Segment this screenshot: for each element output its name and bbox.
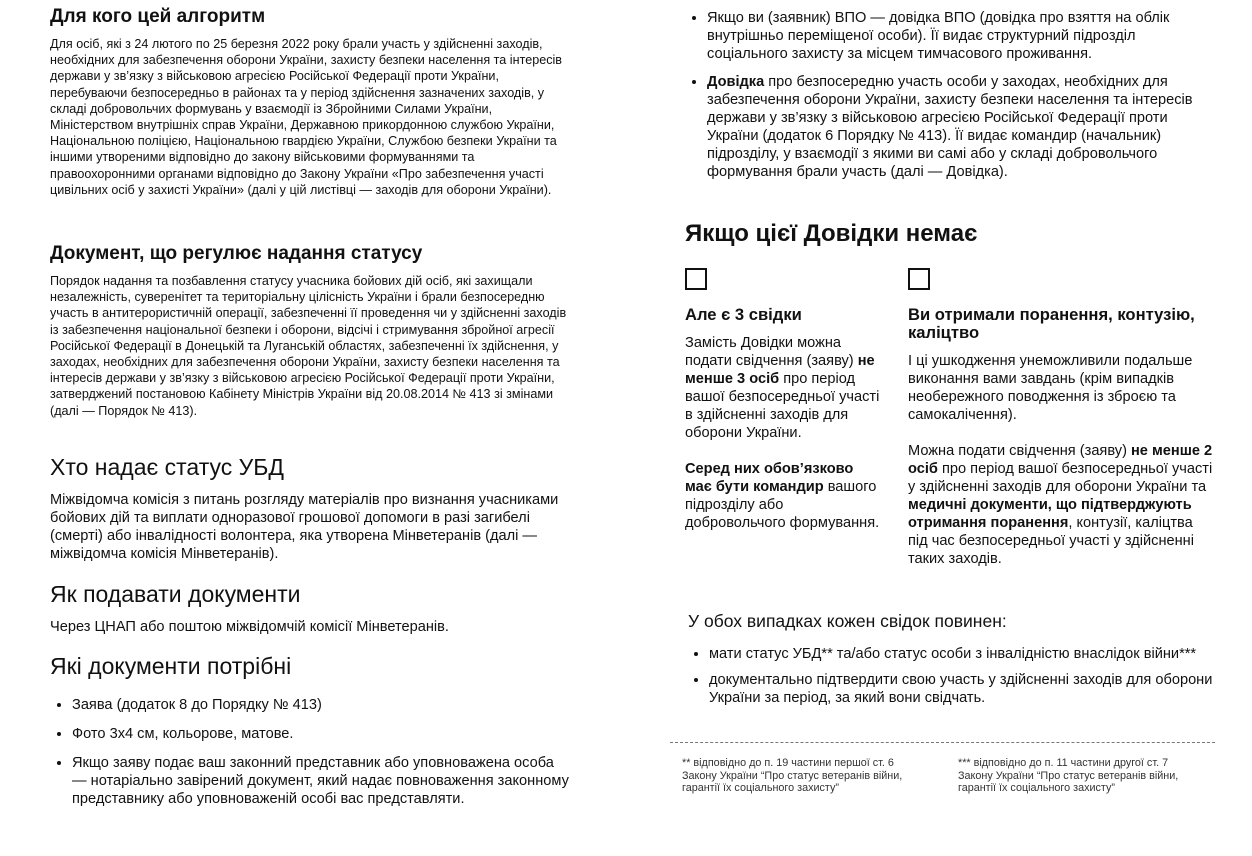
both-cases-title: У обох випадках кожен свідок повинен: bbox=[688, 611, 1007, 631]
checkbox-option-witnesses[interactable] bbox=[685, 268, 707, 290]
list-item: • Якщо заяву подає ваш законний представник або уповноважена особа — нотаріально завірений документ, який надає повноваження законному представнику або уповноваженій особі вас представляти. bbox=[72, 754, 572, 808]
section-text-regulation: Порядок надання та позбавлення статусу учасника бойових дій осіб, які захищали незалежність, суверенітет та територіальну цілісність України і брали безпосередню участь в антитерористичній операції, забезпеченні її проведення чи у здійсненні заходів із забезпечення національної безпеки і оборони, відсічі і стримування збройної агресії Російської Федерації в Донецькій та Луганській областях, забезпеченні їх здійснення, у заходах, необхідних для забезпечення оборони України, захисту безпеки населення та інтересів держави у зв’язку з військовою агресією Російської Федерації проти України, затверджений постановою Кабінету Міністрів України від 20.08.2014 № 413 зі змінами (далі — Порядок № 413). bbox=[50, 274, 567, 418]
section-title-who: Хто надає статус УБД bbox=[50, 454, 284, 480]
no-certificate-title: Якщо цієї Довідки немає bbox=[685, 220, 978, 247]
option-text-witnesses: Можна подати свідчення (заяву) не менше 2 осіб про період вашої безпосередньої участі у здійсненні заходів для оборони України та медичні документи, що підтверджують отримання поранення, контузії, каліцтва під час безпосередньої участі у здійсненні таких заходів. bbox=[908, 443, 1213, 567]
documents-list bbox=[50, 696, 572, 808]
option-text: І ці ушкодження унеможливили подальше виконання вами завдань (крім випадків необережного поводження із зброєю та самокалічення). bbox=[908, 353, 1193, 423]
option-title: Ви отримали поранення, контузію, каліцтво bbox=[908, 305, 1195, 342]
section-text-who: Міжвідомча комісія з питань розгляду матеріалів про визнання учасниками бойових дій та виплати одноразової грошової допомоги в разі загибелі (смерті) або інвалідності волонтера, яка утворена Мінветеранів (далі — міжвідомча комісія Мінветеранів). bbox=[50, 492, 559, 562]
section-title-target: Для кого цей алгоритм bbox=[50, 6, 266, 27]
list-item: • Фото 3х4 см, кольорове, матове. bbox=[72, 725, 572, 743]
list-item-idp: • Якщо ви (заявник) ВПО — довідка ВПО (довідка про взяття на облік внутрішньо переміщеної особи). Її видає структурний підрозділ соціального захисту за місцем тимчасового проживання. bbox=[707, 9, 1212, 63]
section-title-regulation: Документ, що регулює надання статусу bbox=[50, 243, 423, 264]
section-text-how: Через ЦНАП або поштою міжвідомчій комісії Мінветеранів. bbox=[50, 619, 449, 635]
section-title-docs: Які документи потрібні bbox=[50, 653, 292, 679]
certificate-keyword: Довідка bbox=[707, 74, 765, 90]
footnote-divider bbox=[670, 742, 1215, 743]
section-text-target: Для осіб, які з 24 лютого по 25 березня 2022 року брали участь у здійсненні заходів, необхідних для забезпечення оборони України, захисту безпеки населення та інтересів держави у зв’язку з військовою агресією Російської Федерації проти України, перебуваючи безпосередньо в районах та у період здійснення зазначених заходів, у складі добровольчих формувань у взаємодії із Збройними Силами України, Міністерством внутрішніх справ України, Державною прикордонною службою України, Національною поліцією, Національною гвардією України, Службою безпеки України та іншими утвореними відповідно до закону військовими формуваннями та правоохоронними органами відповідно до Закону України «Про забезпечення участі цивільних осіб у захисті України» (далі у цій листівці — заходів для оборони України). bbox=[50, 37, 562, 197]
list-item: • мати статус УБД** та/або статус особи з інвалідністю внаслідок війни*** bbox=[709, 645, 1224, 663]
footnote-disability: *** відповідно до п. 11 частини другої ст. 7 Закону України “Про статус ветеранів війни, гарантії їх соціального захисту” bbox=[958, 757, 1179, 794]
option-witnesses bbox=[685, 268, 880, 532]
list-item: • Заява (додаток 8 до Порядку № 413) bbox=[72, 696, 572, 714]
witness-requirements-list bbox=[687, 645, 1224, 707]
option-title: Але є 3 свідки bbox=[685, 305, 802, 324]
checkbox-option-injury[interactable] bbox=[908, 268, 930, 290]
option-text-commander: Серед них обов’язково має бути командир вашого підрозділу або добровольчого формування. bbox=[685, 461, 880, 531]
section-title-how: Як подавати документи bbox=[50, 581, 301, 607]
footnote-ubd: ** відповідно до п. 19 частини першої ст. 6 Закону України “Про статус ветеранів війни, гарантії їх соціального захисту” bbox=[682, 757, 903, 794]
option-text: Замість Довідки можна подати свідчення (заяву) не менше 3 осіб про період вашої безпосередньої участі в здійсненні заходів для оборони України. bbox=[685, 335, 880, 441]
option-injury bbox=[908, 268, 1215, 568]
documents-list-continued bbox=[685, 9, 1212, 191]
list-item-certificate: • Довідка про безпосередню участь особи у заходах, необхідних для забезпечення оборони України, захисту безпеки населення та інтересів держави у зв’язку з військовою агресією Російської Федерації проти України (додаток 6 Порядку № 413). Її видає командир (начальник) підрозділу, у взаємодії з якими ви самі або у складі добровольчого формування брали участь (далі — Довідка). bbox=[707, 73, 1212, 181]
list-item: • документально підтвердити свою участь у здійсненні заходів для оборони України за період, за який вони свідчать. bbox=[709, 671, 1224, 707]
